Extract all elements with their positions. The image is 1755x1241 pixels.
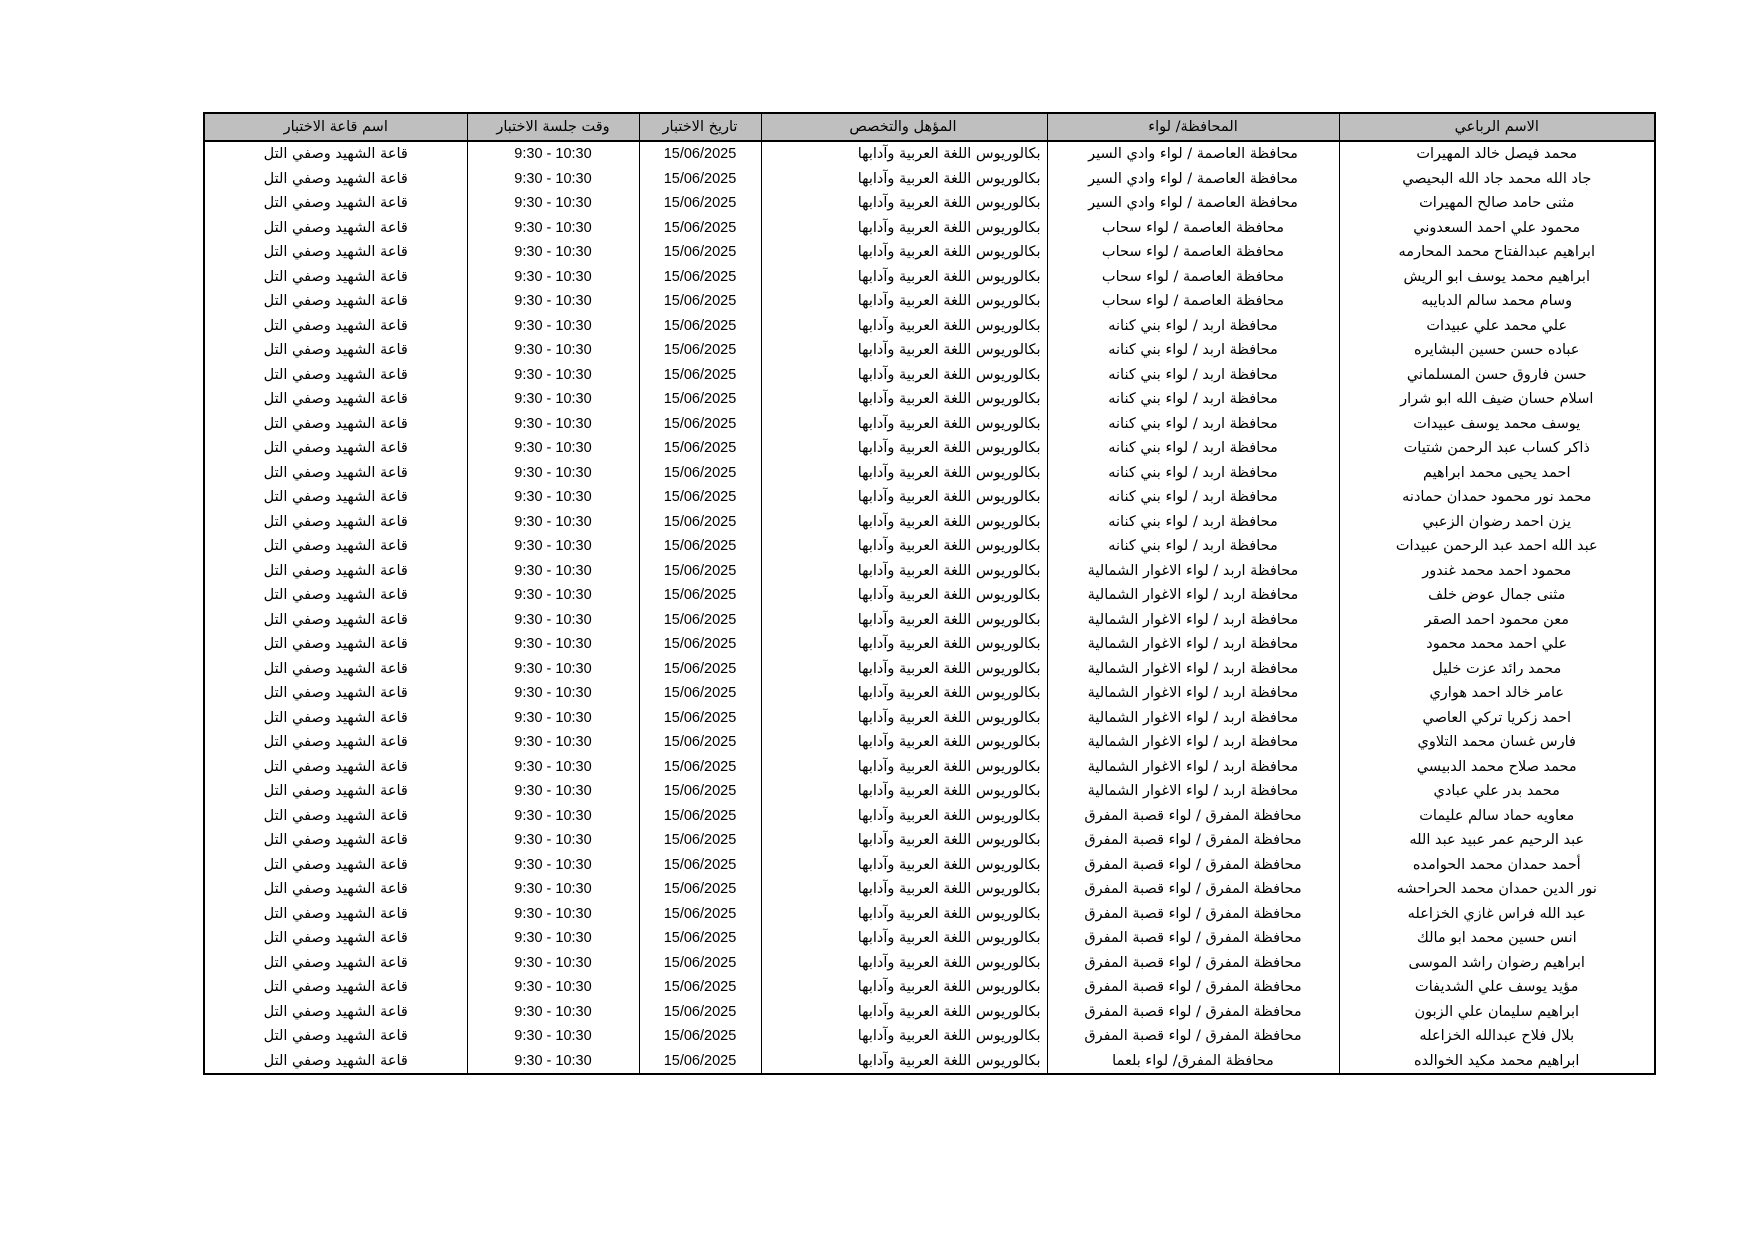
- cell-qualification: بكالوريوس اللغة العربية وآدابها: [761, 461, 1047, 486]
- table-row: [204, 926, 1655, 951]
- cell-time: 9:30 - 10:30: [467, 534, 639, 559]
- cell-governorate: محافظة اربد / لواء بني كنانه: [1047, 387, 1339, 412]
- table-row: [204, 534, 1655, 559]
- cell-qualification: بكالوريوس اللغة العربية وآدابها: [761, 141, 1047, 167]
- table-row: [204, 485, 1655, 510]
- cell-name: محمد فيصل خالد المهيرات: [1339, 141, 1655, 167]
- header-name: الاسم الرباعي: [1339, 113, 1655, 141]
- cell-qualification: بكالوريوس اللغة العربية وآدابها: [761, 387, 1047, 412]
- cell-governorate: محافظة اربد / لواء الاغوار الشمالية: [1047, 706, 1339, 731]
- table-row: [204, 951, 1655, 976]
- cell-hall: قاعة الشهيد وصفي التل: [204, 240, 467, 265]
- cell-hall: قاعة الشهيد وصفي التل: [204, 314, 467, 339]
- cell-qualification: بكالوريوس اللغة العربية وآدابها: [761, 779, 1047, 804]
- cell-hall: قاعة الشهيد وصفي التل: [204, 583, 467, 608]
- cell-qualification: بكالوريوس اللغة العربية وآدابها: [761, 608, 1047, 633]
- cell-time: 9:30 - 10:30: [467, 485, 639, 510]
- cell-date: 15/06/2025: [639, 779, 761, 804]
- cell-hall: قاعة الشهيد وصفي التل: [204, 804, 467, 829]
- cell-date: 15/06/2025: [639, 730, 761, 755]
- cell-date: 15/06/2025: [639, 338, 761, 363]
- table-row: [204, 338, 1655, 363]
- cell-name: أحمد حمدان محمد الحوامده: [1339, 853, 1655, 878]
- cell-date: 15/06/2025: [639, 461, 761, 486]
- cell-qualification: بكالوريوس اللغة العربية وآدابها: [761, 534, 1047, 559]
- cell-governorate: محافظة اربد / لواء الاغوار الشمالية: [1047, 632, 1339, 657]
- cell-governorate: محافظة المفرق / لواء قصبة المفرق: [1047, 902, 1339, 927]
- cell-governorate: محافظة اربد / لواء بني كنانه: [1047, 534, 1339, 559]
- cell-governorate: محافظة المفرق / لواء قصبة المفرق: [1047, 877, 1339, 902]
- cell-name: ابراهيم محمد مكيد الخوالده: [1339, 1049, 1655, 1075]
- table-row: [204, 828, 1655, 853]
- table-row: [204, 657, 1655, 682]
- cell-governorate: محافظة العاصمة / لواء سحاب: [1047, 265, 1339, 290]
- cell-date: 15/06/2025: [639, 1024, 761, 1049]
- cell-time: 9:30 - 10:30: [467, 706, 639, 731]
- cell-time: 9:30 - 10:30: [467, 141, 639, 167]
- cell-governorate: محافظة اربد / لواء بني كنانه: [1047, 461, 1339, 486]
- table-row: [204, 559, 1655, 584]
- cell-hall: قاعة الشهيد وصفي التل: [204, 730, 467, 755]
- header-hall: اسم قاعة الاختبار: [204, 113, 467, 141]
- cell-qualification: بكالوريوس اللغة العربية وآدابها: [761, 485, 1047, 510]
- cell-hall: قاعة الشهيد وصفي التل: [204, 975, 467, 1000]
- table-row: [204, 141, 1655, 167]
- cell-qualification: بكالوريوس اللغة العربية وآدابها: [761, 314, 1047, 339]
- cell-date: 15/06/2025: [639, 657, 761, 682]
- cell-governorate: محافظة المفرق / لواء قصبة المفرق: [1047, 975, 1339, 1000]
- cell-hall: قاعة الشهيد وصفي التل: [204, 387, 467, 412]
- cell-hall: قاعة الشهيد وصفي التل: [204, 338, 467, 363]
- cell-governorate: محافظة المفرق / لواء قصبة المفرق: [1047, 926, 1339, 951]
- cell-hall: قاعة الشهيد وصفي التل: [204, 681, 467, 706]
- cell-time: 9:30 - 10:30: [467, 1000, 639, 1025]
- cell-qualification: بكالوريوس اللغة العربية وآدابها: [761, 706, 1047, 731]
- cell-name: نور الدين حمدان محمد الحراحشه: [1339, 877, 1655, 902]
- table-row: [204, 853, 1655, 878]
- cell-date: 15/06/2025: [639, 141, 761, 167]
- cell-hall: قاعة الشهيد وصفي التل: [204, 779, 467, 804]
- cell-date: 15/06/2025: [639, 191, 761, 216]
- cell-qualification: بكالوريوس اللغة العربية وآدابها: [761, 804, 1047, 829]
- cell-governorate: محافظة العاصمة / لواء سحاب: [1047, 289, 1339, 314]
- cell-governorate: محافظة اربد / لواء الاغوار الشمالية: [1047, 779, 1339, 804]
- cell-governorate: محافظة المفرق / لواء قصبة المفرق: [1047, 951, 1339, 976]
- cell-governorate: محافظة اربد / لواء الاغوار الشمالية: [1047, 657, 1339, 682]
- cell-time: 9:30 - 10:30: [467, 853, 639, 878]
- cell-qualification: بكالوريوس اللغة العربية وآدابها: [761, 167, 1047, 192]
- cell-hall: قاعة الشهيد وصفي التل: [204, 608, 467, 633]
- cell-time: 9:30 - 10:30: [467, 412, 639, 437]
- table-row: [204, 632, 1655, 657]
- cell-governorate: محافظة اربد / لواء الاغوار الشمالية: [1047, 681, 1339, 706]
- header-governorate: المحافظة/ لواء: [1047, 113, 1339, 141]
- cell-name: عبد الله فراس غازي الخزاعله: [1339, 902, 1655, 927]
- table-row: [204, 387, 1655, 412]
- cell-hall: قاعة الشهيد وصفي التل: [204, 853, 467, 878]
- cell-hall: قاعة الشهيد وصفي التل: [204, 926, 467, 951]
- cell-date: 15/06/2025: [639, 926, 761, 951]
- cell-name: محمد صلاح محمد الدبيسي: [1339, 755, 1655, 780]
- cell-date: 15/06/2025: [639, 436, 761, 461]
- cell-name: محمود علي احمد السعدوني: [1339, 216, 1655, 241]
- cell-qualification: بكالوريوس اللغة العربية وآدابها: [761, 657, 1047, 682]
- table-row: [204, 779, 1655, 804]
- cell-time: 9:30 - 10:30: [467, 314, 639, 339]
- cell-date: 15/06/2025: [639, 216, 761, 241]
- table-row: [204, 804, 1655, 829]
- cell-name: بلال فلاح عبدالله الخزاعله: [1339, 1024, 1655, 1049]
- cell-date: 15/06/2025: [639, 877, 761, 902]
- cell-hall: قاعة الشهيد وصفي التل: [204, 951, 467, 976]
- cell-name: احمد زكريا تركي العاصي: [1339, 706, 1655, 731]
- cell-time: 9:30 - 10:30: [467, 926, 639, 951]
- cell-date: 15/06/2025: [639, 755, 761, 780]
- cell-name: عامر خالد احمد هواري: [1339, 681, 1655, 706]
- cell-governorate: محافظة العاصمة / لواء وادي السير: [1047, 141, 1339, 167]
- cell-date: 15/06/2025: [639, 828, 761, 853]
- cell-name: ذاكر كساب عبد الرحمن شتيات: [1339, 436, 1655, 461]
- table-row: [204, 289, 1655, 314]
- cell-time: 9:30 - 10:30: [467, 877, 639, 902]
- cell-governorate: محافظة اربد / لواء بني كنانه: [1047, 412, 1339, 437]
- cell-date: 15/06/2025: [639, 853, 761, 878]
- cell-hall: قاعة الشهيد وصفي التل: [204, 706, 467, 731]
- cell-name: عبد الله احمد عبد الرحمن عبيدات: [1339, 534, 1655, 559]
- cell-name: مثنى جمال عوض خلف: [1339, 583, 1655, 608]
- cell-name: حسن فاروق حسن المسلماني: [1339, 363, 1655, 388]
- cell-name: عبد الرحيم عمر عبيد عبد الله: [1339, 828, 1655, 853]
- cell-time: 9:30 - 10:30: [467, 583, 639, 608]
- table-row: [204, 191, 1655, 216]
- cell-time: 9:30 - 10:30: [467, 779, 639, 804]
- cell-qualification: بكالوريوس اللغة العربية وآدابها: [761, 853, 1047, 878]
- cell-qualification: بكالوريوس اللغة العربية وآدابها: [761, 216, 1047, 241]
- cell-qualification: بكالوريوس اللغة العربية وآدابها: [761, 338, 1047, 363]
- cell-date: 15/06/2025: [639, 804, 761, 829]
- cell-governorate: محافظة اربد / لواء الاغوار الشمالية: [1047, 559, 1339, 584]
- cell-qualification: بكالوريوس اللغة العربية وآدابها: [761, 191, 1047, 216]
- cell-governorate: محافظة اربد / لواء الاغوار الشمالية: [1047, 583, 1339, 608]
- table-row: [204, 902, 1655, 927]
- cell-name: ابراهيم عبدالفتاح محمد المحارمه: [1339, 240, 1655, 265]
- cell-name: محمد رائد عزت خليل: [1339, 657, 1655, 682]
- cell-time: 9:30 - 10:30: [467, 951, 639, 976]
- cell-qualification: بكالوريوس اللغة العربية وآدابها: [761, 559, 1047, 584]
- cell-time: 9:30 - 10:30: [467, 681, 639, 706]
- cell-name: ابراهيم سليمان علي الزبون: [1339, 1000, 1655, 1025]
- cell-hall: قاعة الشهيد وصفي التل: [204, 877, 467, 902]
- cell-time: 9:30 - 10:30: [467, 559, 639, 584]
- cell-qualification: بكالوريوس اللغة العربية وآدابها: [761, 681, 1047, 706]
- cell-qualification: بكالوريوس اللغة العربية وآدابها: [761, 436, 1047, 461]
- table-row: [204, 681, 1655, 706]
- cell-hall: قاعة الشهيد وصفي التل: [204, 534, 467, 559]
- cell-qualification: بكالوريوس اللغة العربية وآدابها: [761, 289, 1047, 314]
- table-row: [204, 167, 1655, 192]
- exam-roster-sheet: [203, 112, 1654, 1075]
- cell-date: 15/06/2025: [639, 387, 761, 412]
- cell-hall: قاعة الشهيد وصفي التل: [204, 191, 467, 216]
- cell-hall: قاعة الشهيد وصفي التل: [204, 755, 467, 780]
- table-row: [204, 363, 1655, 388]
- cell-date: 15/06/2025: [639, 583, 761, 608]
- cell-hall: قاعة الشهيد وصفي التل: [204, 510, 467, 535]
- cell-name: اسلام حسان ضيف الله ابو شرار: [1339, 387, 1655, 412]
- cell-date: 15/06/2025: [639, 681, 761, 706]
- cell-time: 9:30 - 10:30: [467, 902, 639, 927]
- cell-date: 15/06/2025: [639, 608, 761, 633]
- cell-qualification: بكالوريوس اللغة العربية وآدابها: [761, 951, 1047, 976]
- table-row: [204, 975, 1655, 1000]
- cell-time: 9:30 - 10:30: [467, 975, 639, 1000]
- cell-governorate: محافظة العاصمة / لواء وادي السير: [1047, 191, 1339, 216]
- cell-date: 15/06/2025: [639, 706, 761, 731]
- cell-time: 9:30 - 10:30: [467, 1049, 639, 1075]
- cell-hall: قاعة الشهيد وصفي التل: [204, 902, 467, 927]
- cell-date: 15/06/2025: [639, 632, 761, 657]
- cell-name: يزن احمد رضوان الزعبي: [1339, 510, 1655, 535]
- cell-name: معاويه حماد سالم عليمات: [1339, 804, 1655, 829]
- cell-qualification: بكالوريوس اللغة العربية وآدابها: [761, 240, 1047, 265]
- cell-hall: قاعة الشهيد وصفي التل: [204, 1000, 467, 1025]
- cell-governorate: محافظة المفرق / لواء قصبة المفرق: [1047, 1000, 1339, 1025]
- table-row: [204, 265, 1655, 290]
- cell-date: 15/06/2025: [639, 951, 761, 976]
- cell-hall: قاعة الشهيد وصفي التل: [204, 657, 467, 682]
- cell-qualification: بكالوريوس اللغة العربية وآدابها: [761, 755, 1047, 780]
- cell-time: 9:30 - 10:30: [467, 436, 639, 461]
- table-row: [204, 240, 1655, 265]
- cell-governorate: محافظة المفرق / لواء قصبة المفرق: [1047, 1024, 1339, 1049]
- cell-qualification: بكالوريوس اللغة العربية وآدابها: [761, 730, 1047, 755]
- cell-time: 9:30 - 10:30: [467, 363, 639, 388]
- cell-hall: قاعة الشهيد وصفي التل: [204, 167, 467, 192]
- cell-qualification: بكالوريوس اللغة العربية وآدابها: [761, 363, 1047, 388]
- cell-name: محمد نور محمود حمدان حمادنه: [1339, 485, 1655, 510]
- cell-date: 15/06/2025: [639, 265, 761, 290]
- cell-hall: قاعة الشهيد وصفي التل: [204, 412, 467, 437]
- table-row: [204, 755, 1655, 780]
- cell-name: مؤيد يوسف علي الشديفات: [1339, 975, 1655, 1000]
- cell-hall: قاعة الشهيد وصفي التل: [204, 289, 467, 314]
- cell-governorate: محافظة اربد / لواء بني كنانه: [1047, 510, 1339, 535]
- cell-hall: قاعة الشهيد وصفي التل: [204, 265, 467, 290]
- cell-name: محمد بدر علي عبادي: [1339, 779, 1655, 804]
- cell-date: 15/06/2025: [639, 240, 761, 265]
- cell-governorate: محافظة المفرق / لواء قصبة المفرق: [1047, 853, 1339, 878]
- cell-governorate: محافظة اربد / لواء بني كنانه: [1047, 436, 1339, 461]
- cell-name: مثنى حامد صالح المهيرات: [1339, 191, 1655, 216]
- cell-time: 9:30 - 10:30: [467, 828, 639, 853]
- table-row: [204, 730, 1655, 755]
- table-row: [204, 436, 1655, 461]
- cell-name: علي محمد علي عبيدات: [1339, 314, 1655, 339]
- cell-time: 9:30 - 10:30: [467, 338, 639, 363]
- cell-governorate: محافظة اربد / لواء بني كنانه: [1047, 485, 1339, 510]
- table-row: [204, 1024, 1655, 1049]
- table-row: [204, 216, 1655, 241]
- table-row: [204, 608, 1655, 633]
- cell-date: 15/06/2025: [639, 485, 761, 510]
- cell-name: ابراهيم رضوان راشد الموسى: [1339, 951, 1655, 976]
- cell-governorate: محافظة اربد / لواء الاغوار الشمالية: [1047, 730, 1339, 755]
- cell-qualification: بكالوريوس اللغة العربية وآدابها: [761, 583, 1047, 608]
- cell-date: 15/06/2025: [639, 363, 761, 388]
- cell-name: يوسف محمد يوسف عبيدات: [1339, 412, 1655, 437]
- cell-hall: قاعة الشهيد وصفي التل: [204, 1024, 467, 1049]
- header-date: تاريخ الاختبار: [639, 113, 761, 141]
- cell-date: 15/06/2025: [639, 412, 761, 437]
- cell-time: 9:30 - 10:30: [467, 632, 639, 657]
- table-row: [204, 583, 1655, 608]
- cell-time: 9:30 - 10:30: [467, 387, 639, 412]
- cell-date: 15/06/2025: [639, 289, 761, 314]
- header-time: وقت جلسة الاختبار: [467, 113, 639, 141]
- cell-name: ابراهيم محمد يوسف ابو الريش: [1339, 265, 1655, 290]
- cell-governorate: محافظة اربد / لواء بني كنانه: [1047, 314, 1339, 339]
- cell-qualification: بكالوريوس اللغة العربية وآدابها: [761, 1024, 1047, 1049]
- cell-time: 9:30 - 10:30: [467, 216, 639, 241]
- cell-time: 9:30 - 10:30: [467, 657, 639, 682]
- table-row: [204, 706, 1655, 731]
- cell-hall: قاعة الشهيد وصفي التل: [204, 216, 467, 241]
- cell-time: 9:30 - 10:30: [467, 167, 639, 192]
- cell-time: 9:30 - 10:30: [467, 1024, 639, 1049]
- cell-name: انس حسين محمد ابو مالك: [1339, 926, 1655, 951]
- cell-hall: قاعة الشهيد وصفي التل: [204, 461, 467, 486]
- cell-name: عباده حسن حسين البشايره: [1339, 338, 1655, 363]
- cell-qualification: بكالوريوس اللغة العربية وآدابها: [761, 1049, 1047, 1075]
- table-row: [204, 1049, 1655, 1075]
- cell-hall: قاعة الشهيد وصفي التل: [204, 632, 467, 657]
- cell-date: 15/06/2025: [639, 1000, 761, 1025]
- cell-hall: قاعة الشهيد وصفي التل: [204, 141, 467, 167]
- cell-hall: قاعة الشهيد وصفي التل: [204, 559, 467, 584]
- cell-qualification: بكالوريوس اللغة العربية وآدابها: [761, 632, 1047, 657]
- cell-hall: قاعة الشهيد وصفي التل: [204, 436, 467, 461]
- cell-hall: قاعة الشهيد وصفي التل: [204, 1049, 467, 1075]
- cell-date: 15/06/2025: [639, 510, 761, 535]
- cell-governorate: محافظة اربد / لواء الاغوار الشمالية: [1047, 755, 1339, 780]
- cell-time: 9:30 - 10:30: [467, 755, 639, 780]
- cell-name: احمد يحيى محمد ابراهيم: [1339, 461, 1655, 486]
- cell-time: 9:30 - 10:30: [467, 510, 639, 535]
- cell-date: 15/06/2025: [639, 534, 761, 559]
- exam-roster-table: [203, 112, 1656, 1075]
- cell-qualification: بكالوريوس اللغة العربية وآدابها: [761, 510, 1047, 535]
- cell-date: 15/06/2025: [639, 902, 761, 927]
- table-body: [204, 141, 1655, 1074]
- cell-qualification: بكالوريوس اللغة العربية وآدابها: [761, 926, 1047, 951]
- cell-name: فارس غسان محمد التلاوي: [1339, 730, 1655, 755]
- cell-hall: قاعة الشهيد وصفي التل: [204, 828, 467, 853]
- cell-name: علي احمد محمد محمود: [1339, 632, 1655, 657]
- cell-governorate: محافظة اربد / لواء بني كنانه: [1047, 363, 1339, 388]
- cell-qualification: بكالوريوس اللغة العربية وآدابها: [761, 265, 1047, 290]
- table-row: [204, 877, 1655, 902]
- table-row: [204, 314, 1655, 339]
- cell-governorate: محافظة المفرق / لواء قصبة المفرق: [1047, 804, 1339, 829]
- cell-date: 15/06/2025: [639, 314, 761, 339]
- cell-time: 9:30 - 10:30: [467, 191, 639, 216]
- table-header-row: [204, 113, 1655, 141]
- cell-time: 9:30 - 10:30: [467, 240, 639, 265]
- cell-hall: قاعة الشهيد وصفي التل: [204, 485, 467, 510]
- cell-qualification: بكالوريوس اللغة العربية وآدابها: [761, 1000, 1047, 1025]
- cell-name: وسام محمد سالم الدبايبه: [1339, 289, 1655, 314]
- cell-date: 15/06/2025: [639, 975, 761, 1000]
- cell-qualification: بكالوريوس اللغة العربية وآدابها: [761, 877, 1047, 902]
- cell-date: 15/06/2025: [639, 1049, 761, 1075]
- cell-name: معن محمود احمد الصقر: [1339, 608, 1655, 633]
- cell-qualification: بكالوريوس اللغة العربية وآدابها: [761, 828, 1047, 853]
- table-row: [204, 1000, 1655, 1025]
- cell-governorate: محافظة العاصمة / لواء سحاب: [1047, 216, 1339, 241]
- cell-date: 15/06/2025: [639, 559, 761, 584]
- table-row: [204, 412, 1655, 437]
- cell-governorate: محافظة المفرق/ لواء بلعما: [1047, 1049, 1339, 1075]
- cell-hall: قاعة الشهيد وصفي التل: [204, 363, 467, 388]
- table-row: [204, 510, 1655, 535]
- cell-name: محمود احمد محمد غندور: [1339, 559, 1655, 584]
- cell-name: جاد الله محمد جاد الله البحيصي: [1339, 167, 1655, 192]
- cell-qualification: بكالوريوس اللغة العربية وآدابها: [761, 902, 1047, 927]
- cell-governorate: محافظة العاصمة / لواء وادي السير: [1047, 167, 1339, 192]
- cell-qualification: بكالوريوس اللغة العربية وآدابها: [761, 975, 1047, 1000]
- cell-time: 9:30 - 10:30: [467, 289, 639, 314]
- table-row: [204, 461, 1655, 486]
- cell-time: 9:30 - 10:30: [467, 265, 639, 290]
- cell-governorate: محافظة اربد / لواء الاغوار الشمالية: [1047, 608, 1339, 633]
- cell-time: 9:30 - 10:30: [467, 804, 639, 829]
- cell-date: 15/06/2025: [639, 167, 761, 192]
- cell-time: 9:30 - 10:30: [467, 608, 639, 633]
- header-qualification: المؤهل والتخصص: [761, 113, 1047, 141]
- cell-governorate: محافظة المفرق / لواء قصبة المفرق: [1047, 828, 1339, 853]
- cell-qualification: بكالوريوس اللغة العربية وآدابها: [761, 412, 1047, 437]
- cell-time: 9:30 - 10:30: [467, 461, 639, 486]
- cell-time: 9:30 - 10:30: [467, 730, 639, 755]
- cell-governorate: محافظة العاصمة / لواء سحاب: [1047, 240, 1339, 265]
- cell-governorate: محافظة اربد / لواء بني كنانه: [1047, 338, 1339, 363]
